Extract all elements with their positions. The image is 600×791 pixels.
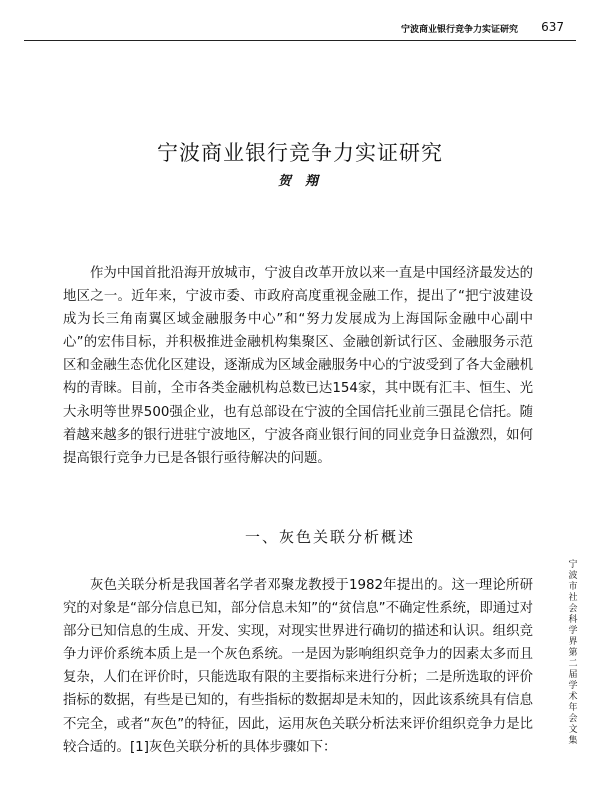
- running-header: [0, 18, 600, 44]
- section-paragraph: 灰色关联分析是我国著名学者邓聚龙教授于1982年提出的。这一理论所研究的对象是“部分信息已知，部分信息未知”的“贫信息”不确定性系统，即通过对部分已知信息的生成、开发、实现，对现实世界进行确切的描述和认识。组织竞争力评价系统本质上是一个灰色系统。一是因为影响组织竞争力的因素太多而且复杂，人们在评价时，只能选取有限的主要指标来进行分析；二是所选取的评价指标的数据，有些是已知的，有些指标的数据却是未知的，因此该系统具有信息不完全，或者“灰色”的特征，因此，运用灰色关联分析法来评价组织竞争力是比较合适的。[1]灰色关联分析的具体步骤如下：: [63, 578, 533, 755]
- header-rule: [24, 40, 576, 41]
- intro-paragraph: 作为中国首批沿海开放城市，宁波自改革开放以来一直是中国经济最发达的地区之一。近年来，宁波市委、市政府高度重视金融工作，提出了“把宁波建设成为长三角南翼区域金融服务中心”和“努力发展成为上海国际金融中心副中心”的宏伟目标，并积极推进金融机构集聚区、金融创新试行区、金融服务示范区和金融生态优化区建设，逐渐成为区域金融服务中心的宁波受到了各大金融机构的青睐。目前，全市各类金融机构总数已达154家，其中既有汇丰、恒生、光大永明等世界500强企业，也有总部设在宁波的全国信托业前三强昆仑信托。随着越来越多的银行进驻宁波地区，宁波各商业银行间的同业竞争日益激烈，如何提高银行竞争力已是各银行亟待解决的问题。: [63, 266, 533, 466]
- page-number: 637: [541, 20, 564, 34]
- article-author: 贺翔: [277, 174, 332, 189]
- article-title: 宁波商业银行竞争力实证研究: [157, 141, 443, 165]
- running-title: 宁波商业银行竞争力实证研究: [400, 25, 518, 35]
- section-heading: 一、灰色关联分析概述: [244, 528, 415, 546]
- vertical-sidebar-text: 宁波市社会科学界第二届学术年会文集: [568, 560, 578, 746]
